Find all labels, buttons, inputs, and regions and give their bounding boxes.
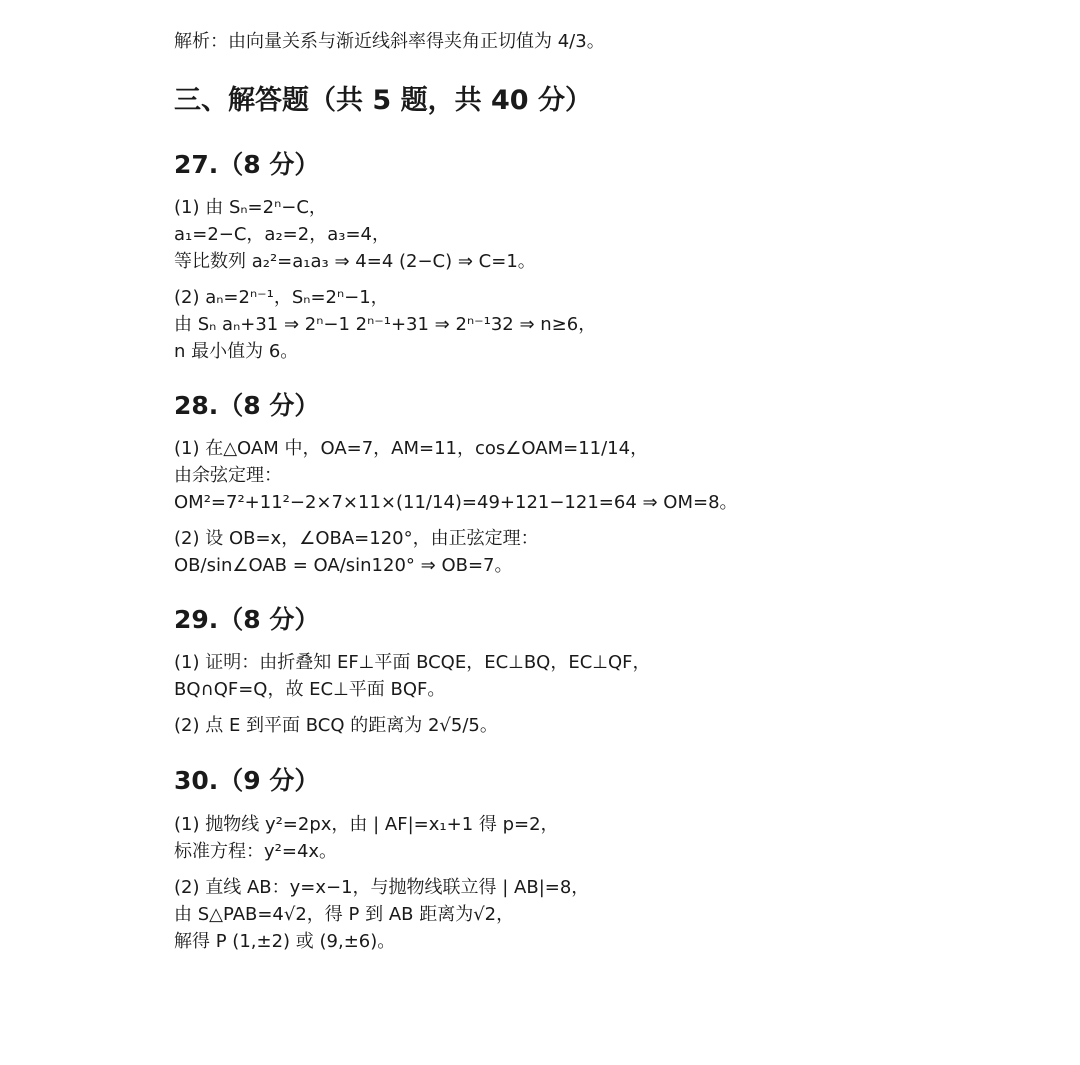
- problem-27-heading: 27.（8 分）: [174, 150, 320, 179]
- problem-30-line-4: 由 S△PAB=4√2，得 P 到 AB 距离为√2，: [174, 904, 515, 925]
- problem-29-line-3: (2) 点 E 到平面 BCQ 的距离为 2√5/5。: [174, 715, 498, 736]
- problem-28-line-3: OM²=7²+11²−2×7×11×(11/14)=49+121−121=64 ⇒ OM=8。: [174, 492, 738, 513]
- problem-27-line-5: 由 Sₙ aₙ+31 ⇒ 2ⁿ−1 2ⁿ⁻¹+31 ⇒ 2ⁿ⁻¹32 ⇒ n≥6，: [174, 314, 597, 335]
- problem-28-line-1: (1) 在△OAM 中，OA=7，AM=11，cos∠OAM=11/14，: [174, 438, 649, 459]
- intro-analysis: 解析：由向量关系与渐近线斜率得夹角正切值为 4/3。: [174, 31, 605, 52]
- problem-30-line-1: (1) 抛物线 y²=2px，由 | AF|=x₁+1 得 p=2，: [174, 814, 559, 835]
- section-title: 三、解答题（共 5 题，共 40 分）: [174, 85, 592, 116]
- problem-30-line-2: 标准方程：y²=4x。: [174, 841, 338, 862]
- problem-27-line-1: (1) 由 Sₙ=2ⁿ−C，: [174, 197, 327, 218]
- problem-29-heading: 29.（8 分）: [174, 605, 320, 634]
- problem-30-line-3: (2) 直线 AB：y=x−1，与抛物线联立得 | AB|=8，: [174, 877, 590, 898]
- problem-27-line-2: a₁=2−C，a₂=2，a₃=4，: [174, 224, 390, 245]
- problem-29-line-1: (1) 证明：由折叠知 EF⊥平面 BCQE，EC⊥BQ，EC⊥QF，: [174, 652, 651, 673]
- problem-28-line-4: (2) 设 OB=x，∠OBA=120°，由正弦定理：: [174, 528, 539, 549]
- problem-27-line-6: n 最小值为 6。: [174, 341, 299, 362]
- problem-30-line-5: 解得 P (1,±2) 或 (9,±6)。: [174, 931, 396, 952]
- problem-28-line-5: OB/sin∠OAB = OA/sin120° ⇒ OB=7。: [174, 555, 513, 576]
- problem-27-line-3: 等比数列 a₂²=a₁a₃ ⇒ 4=4 (2−C) ⇒ C=1。: [174, 251, 536, 272]
- problem-27-line-4: (2) aₙ=2ⁿ⁻¹，Sₙ=2ⁿ−1，: [174, 287, 389, 308]
- problem-28-heading: 28.（8 分）: [174, 391, 320, 420]
- problem-30-heading: 30.（9 分）: [174, 766, 320, 795]
- problem-29-line-2: BQ∩QF=Q，故 EC⊥平面 BQF。: [174, 679, 446, 700]
- problem-28-line-2: 由余弦定理：: [174, 465, 282, 486]
